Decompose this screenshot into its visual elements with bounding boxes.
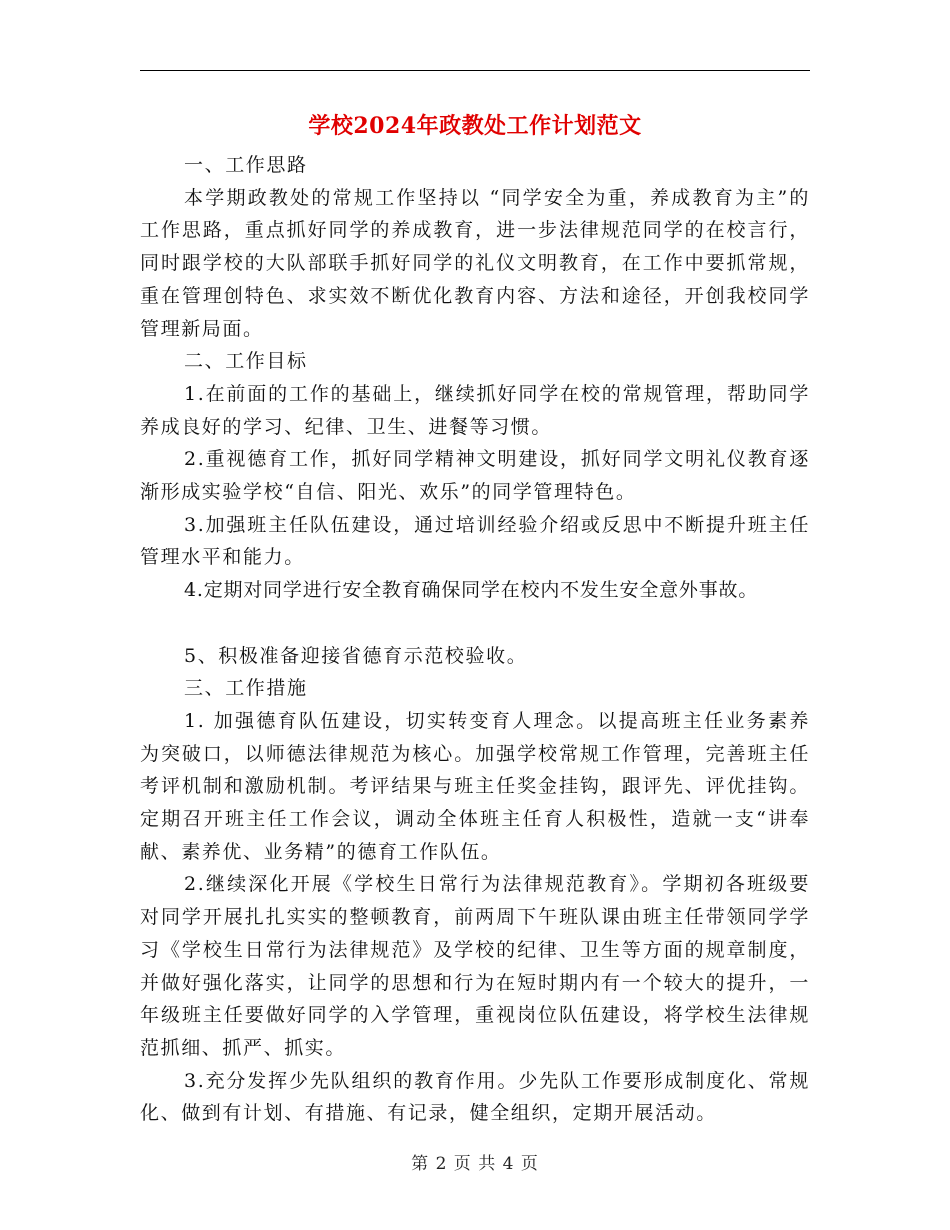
page-number-footer: 第 2 页 共 4 页 <box>411 1154 539 1174</box>
section-heading-approach: 一、工作思路 <box>184 154 308 176</box>
goal-item-3: 3.加强班主任队伍建设，通过培训经验介绍或反思中不断提升班主任管理水平和能力。 <box>140 513 810 569</box>
document-body <box>140 149 810 1130</box>
blank-line <box>140 607 810 640</box>
measure-item-1: 1. 加强德育队伍建设，切实转变育人理念。以提高班主任业务素养为突破口，以师德法律规范为核心。加强学校常规工作管理，完善班主任考评机制和激励机制。考评结果与班主任奖金挂钩，跟评先、评优挂钩。定期召开班主任工作会议，调动全体班主任育人积极性，造就一支“讲奉献、素养优、业务精”的德育工作队伍。 <box>140 709 810 863</box>
section-heading-goals: 二、工作目标 <box>184 350 308 373</box>
goal-item-4: 4.定期对同学进行安全教育确保同学在校内不发生安全意外事故。 <box>184 579 759 602</box>
header-rule <box>140 70 810 71</box>
paragraph-approach: 本学期政教处的常规工作坚持以 “同学安全为重，养成教育为主”的工作思路，重点抓好同学的养成教育，进一步法律规范同学的在校言行，同时跟学校的大队部联手抓好同学的礼仪文明教育，在工作中要抓常规，重在管理创特色、求实效不断优化教育内容、方法和途径，开创我校同学管理新局面。 <box>140 186 810 340</box>
document-title: 学校2024年政教处工作计划范文 <box>308 113 642 139</box>
goal-item-1: 1.在前面的工作的基础上，继续抓好同学在校的常规管理，帮助同学养成良好的学习、纪律、卫生、进餐等习惯。 <box>140 382 810 438</box>
section-heading-measures: 三、工作措施 <box>184 677 308 700</box>
goal-item-2: 2.重视德育工作，抓好同学精神文明建设，抓好同学文明礼仪教育逐渐形成实验学校“自信、阳光、欢乐”的同学管理特色。 <box>140 448 810 504</box>
measure-item-2: 2.继续深化开展《学校生日常行为法律规范教育》。学期初各班级要对同学开展扎扎实实的整顿教育，前两周下午班队课由班主任带领同学学习《学校生日常行为法律规范》及学校的纪律、卫生等方面的规章制度，并做好强化落实，让同学的思想和行为在短时期内有一个较大的提升，一年级班主任要做好同学的入学管理，重视岗位队伍建设，将学校生法律规范抓细、抓严、抓实。 <box>140 873 810 1059</box>
goal-item-5: 5、积极准备迎接省德育示范校验收。 <box>184 644 528 667</box>
measure-item-3: 3.充分发挥少先队组织的教育作用。少先队工作要形成制度化、常规化、做到有计划、有措施、有记录，健全组织，定期开展活动。 <box>140 1069 810 1125</box>
